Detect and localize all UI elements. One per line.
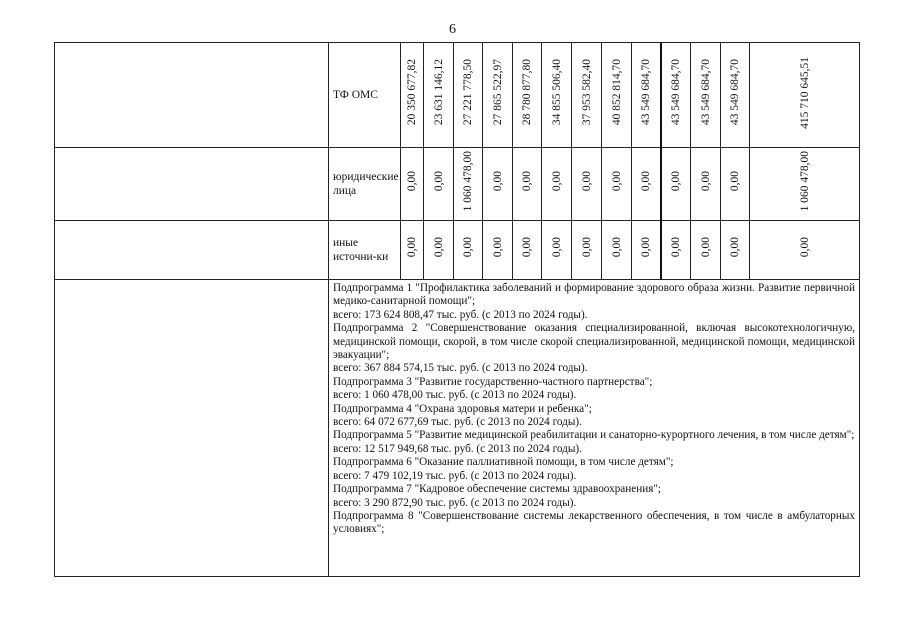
amount-value: 0,00 bbox=[491, 171, 504, 192]
amount-cell bbox=[632, 221, 661, 280]
finance-row bbox=[55, 43, 860, 148]
amount-cell bbox=[513, 221, 542, 280]
amount-cell bbox=[424, 43, 454, 148]
amount-value: 0,00 bbox=[669, 237, 682, 258]
amount-value: 43 549 684,70 bbox=[669, 59, 682, 126]
amount-cell bbox=[691, 221, 721, 280]
description-line: всего: 173 624 808,47 тыс. руб. (с 2013 по 2024 годы). bbox=[333, 308, 588, 321]
blank-cell bbox=[55, 43, 329, 148]
amount-cell bbox=[401, 43, 424, 148]
blank-cell bbox=[55, 221, 329, 280]
amount-cell bbox=[513, 148, 542, 221]
amount-cell bbox=[513, 43, 542, 148]
amount-cell bbox=[691, 43, 721, 148]
amount-cell bbox=[661, 43, 691, 148]
amount-cell bbox=[542, 148, 572, 221]
amount-cell bbox=[750, 148, 860, 221]
amount-cell bbox=[721, 43, 750, 148]
amount-cell bbox=[483, 43, 513, 148]
amount-value: 0,00 bbox=[521, 171, 533, 192]
amount-cell bbox=[721, 148, 750, 221]
amount-value: 27 865 522,97 bbox=[491, 59, 504, 126]
source-label: иные источни-ки bbox=[329, 221, 401, 280]
amount-value: 0,00 bbox=[406, 237, 418, 258]
amount-cell bbox=[661, 148, 691, 221]
description-line: всего: 12 517 949,68 тыс. руб. (с 2013 по 2024 годы). bbox=[333, 442, 582, 455]
amount-cell bbox=[750, 221, 860, 280]
amount-value: 0,00 bbox=[729, 171, 741, 192]
source-label: юридические лица bbox=[329, 148, 401, 221]
amount-value: 43 549 684,70 bbox=[729, 59, 741, 126]
amount-value: 43 549 684,70 bbox=[699, 59, 712, 126]
budget-table bbox=[54, 42, 860, 577]
amount-cell bbox=[572, 221, 602, 280]
description-line: Подпрограмма 8 "Совершенствование системы лекарственного обеспечения, в том числе в амбулаторных условиях"; bbox=[333, 509, 855, 536]
blank-cell bbox=[55, 148, 329, 221]
amount-value: 415 710 645,51 bbox=[798, 56, 811, 129]
amount-cell bbox=[542, 43, 572, 148]
description-line: всего: 7 479 102,19 тыс. руб. (с 2013 по 2024 годы). bbox=[333, 469, 577, 482]
description-row bbox=[55, 280, 860, 577]
description-line: Подпрограмма 3 "Развитие государственно-частного партнерства"; bbox=[333, 375, 653, 388]
amount-value: 0,00 bbox=[699, 171, 712, 192]
amount-value: 0,00 bbox=[406, 171, 418, 192]
subprogram-description bbox=[329, 280, 860, 577]
description-line: Подпрограмма 7 "Кадровое обеспечение системы здравоохранения"; bbox=[333, 483, 662, 496]
amount-value: 0,00 bbox=[550, 171, 563, 192]
amount-value: 0,00 bbox=[669, 171, 682, 192]
description-line: Подпрограмма 6 "Оказание паллиативной помощи, в том числе детям"; bbox=[333, 456, 674, 469]
amount-cell bbox=[401, 221, 424, 280]
description-line: Подпрограмма 2 "Совершенствование оказания специализированной, включая высокотехнологичную, медицинской помощи, скорой, в том числе скорой специализированной, медицинской помощи, медицинской эвакуации"; bbox=[333, 322, 855, 362]
amount-cell bbox=[632, 148, 661, 221]
amount-value: 0,00 bbox=[432, 237, 445, 258]
amount-value: 27 221 778,50 bbox=[462, 59, 474, 126]
amount-value: 37 953 582,40 bbox=[580, 59, 593, 126]
amount-value: 1 060 478,00 bbox=[798, 151, 811, 212]
amount-value: 0,00 bbox=[491, 237, 504, 258]
amount-value: 0,00 bbox=[580, 171, 593, 192]
amount-value: 28 780 877,80 bbox=[521, 59, 533, 126]
amount-cell bbox=[602, 221, 632, 280]
amount-cell bbox=[661, 221, 691, 280]
amount-cell bbox=[401, 148, 424, 221]
amount-value: 0,00 bbox=[610, 171, 623, 192]
blank-cell bbox=[55, 280, 329, 577]
amount-cell bbox=[424, 221, 454, 280]
page-number: 6 bbox=[449, 22, 456, 37]
amount-cell bbox=[572, 148, 602, 221]
description-line: Подпрограмма 5 "Развитие медицинской реабилитации и санаторно-курортного лечения, в том числе детям"; bbox=[333, 429, 855, 442]
amount-value: 0,00 bbox=[432, 171, 445, 192]
amount-value: 0,00 bbox=[580, 237, 593, 258]
amount-cell bbox=[454, 221, 483, 280]
description-line: Подпрограмма 1 "Профилактика заболеваний и формирование здорового образа жизни. Развитие первичной медико-санитарной помощи"; bbox=[333, 282, 855, 308]
description-line: всего: 367 884 574,15 тыс. руб. (с 2013 по 2024 годы). bbox=[333, 362, 588, 375]
finance-row bbox=[55, 148, 860, 221]
amount-value: 0,00 bbox=[610, 237, 623, 258]
amount-cell bbox=[691, 148, 721, 221]
amount-value: 0,00 bbox=[699, 237, 712, 258]
amount-cell bbox=[542, 221, 572, 280]
amount-cell bbox=[750, 43, 860, 148]
amount-value: 0,00 bbox=[729, 237, 741, 258]
amount-value: 43 549 684,70 bbox=[639, 59, 652, 126]
amount-value: 0,00 bbox=[521, 237, 533, 258]
amount-cell bbox=[454, 43, 483, 148]
amount-value: 0,00 bbox=[798, 237, 811, 258]
amount-cell bbox=[602, 43, 632, 148]
amount-value: 0,00 bbox=[639, 171, 652, 192]
amount-value: 34 855 506,40 bbox=[550, 59, 563, 126]
amount-value: 0,00 bbox=[550, 237, 563, 258]
amount-cell bbox=[632, 43, 661, 148]
finance-rows bbox=[55, 43, 860, 280]
amount-value: 0,00 bbox=[462, 237, 474, 258]
description-line: всего: 1 060 478,00 тыс. руб. (с 2013 по 2024 годы). bbox=[333, 389, 577, 402]
source-label: ТФ ОМС bbox=[329, 43, 401, 148]
amount-value: 1 060 478,00 bbox=[462, 151, 474, 212]
description-line: Подпрограмма 4 "Охрана здоровья матери и ребенка"; bbox=[333, 402, 592, 415]
amount-value: 20 350 677,82 bbox=[406, 59, 418, 126]
amount-cell bbox=[424, 148, 454, 221]
amount-cell bbox=[572, 43, 602, 148]
amount-cell bbox=[483, 221, 513, 280]
amount-value: 23 631 146,12 bbox=[432, 59, 445, 126]
description-line: всего: 64 072 677,69 тыс. руб. (с 2013 по 2024 годы). bbox=[333, 416, 582, 429]
amount-cell bbox=[483, 148, 513, 221]
amount-cell bbox=[602, 148, 632, 221]
amount-cell bbox=[454, 148, 483, 221]
amount-cell bbox=[721, 221, 750, 280]
finance-row bbox=[55, 221, 860, 280]
description-line: всего: 3 290 872,90 тыс. руб. (с 2013 по 2024 годы). bbox=[333, 496, 577, 509]
amount-value: 0,00 bbox=[639, 237, 652, 258]
amount-value: 40 852 814,70 bbox=[610, 59, 623, 126]
